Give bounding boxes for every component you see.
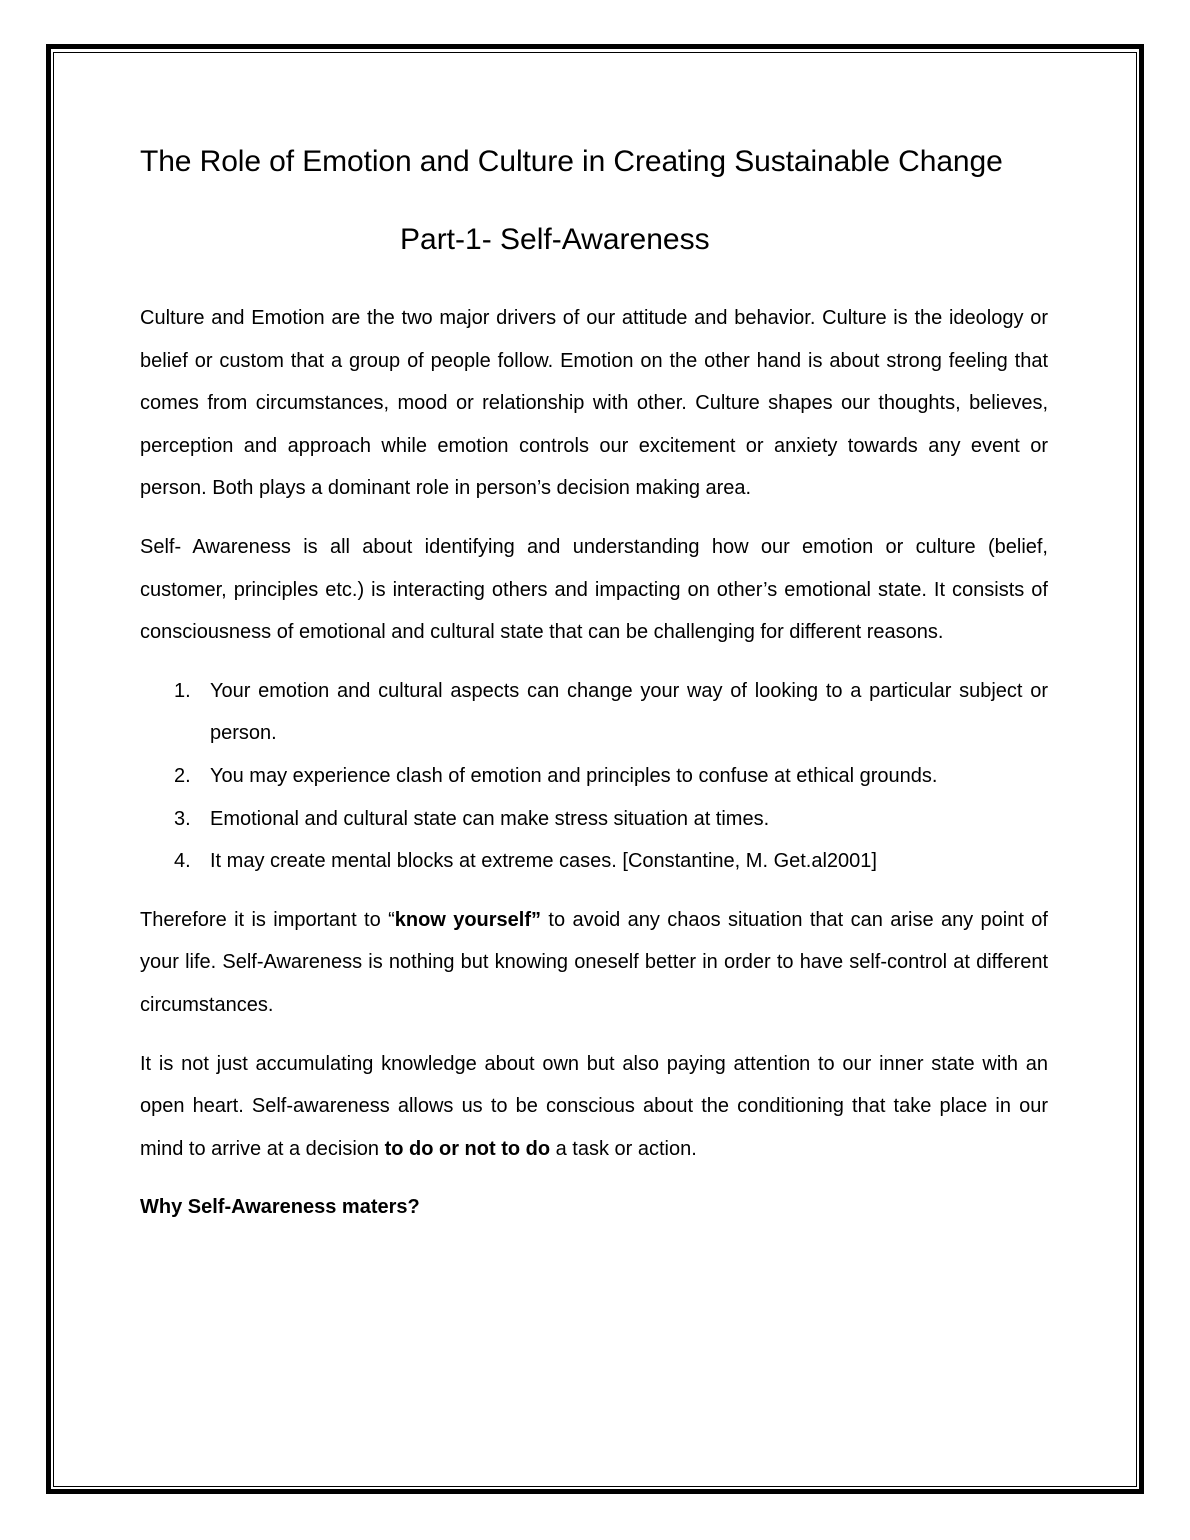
list-item-number: 1. xyxy=(174,679,191,702)
paragraph-inner-state xyxy=(140,1043,1048,1171)
list-item-text: It may create mental blocks at extreme cases. [Constantine, M. Get.al2001] xyxy=(210,850,877,873)
section-heading: Why Self-Awareness maters? xyxy=(140,1196,420,1219)
bold-text-know-yourself: know yourself” xyxy=(394,908,542,931)
paragraph-know-yourself xyxy=(140,899,1048,1027)
list-item-number: 2. xyxy=(174,764,191,787)
reasons-list xyxy=(140,670,1048,883)
list-item xyxy=(140,670,1048,755)
list-item-text: Your emotion and cultural aspects can change your way of looking to a particular subject or person. xyxy=(210,679,1048,745)
text-run: a task or action. xyxy=(550,1137,697,1160)
document-body xyxy=(140,138,1048,1229)
list-item-number: 4. xyxy=(174,850,191,873)
list-item-text: You may experience clash of emotion and principles to confuse at ethical grounds. xyxy=(210,764,938,787)
list-item-number: 3. xyxy=(174,807,191,830)
text-run: Therefore it is important to “ xyxy=(140,908,395,931)
list-item xyxy=(140,755,1048,798)
list-item xyxy=(140,840,1048,883)
text-run: to avoid any chaos situation that can arise any point of your life. Self-Awareness is nothing but knowing oneself better in order to have self-control at different circumstances. xyxy=(140,908,1048,1016)
document-subtitle: Part-1- Self-Awareness xyxy=(400,223,710,256)
bold-text-to-do: to do or not to do xyxy=(384,1137,551,1160)
text-run: It is not just accumulating knowledge about own but also paying attention to our inner state with an open heart. Self-awareness allows us to be conscious about the conditioning that take place in our mind to arrive at a decision xyxy=(140,1052,1048,1160)
paragraph-culture-emotion: Culture and Emotion are the two major drivers of our attitude and behavior. Culture is the ideology or belief or custom that a group of people follow. Emotion on the other hand is about strong feeling that comes from circumstances, mood or relationship with other. Culture shapes our thoughts, believes, perception and approach while emotion controls our excitement or anxiety towards any event or person. Both plays a dominant role in person’s decision making area. xyxy=(140,307,1048,500)
list-item-text: Emotional and cultural state can make stress situation at times. xyxy=(210,807,770,830)
document-title: The Role of Emotion and Culture in Creating Sustainable Change xyxy=(140,145,1003,178)
paragraph-self-awareness: Self- Awareness is all about identifying and understanding how our emotion or culture (belief, customer, principles etc.) is interacting others and impacting on other’s emotional state. It consists of consciousness of emotional and cultural state that can be challenging for different reasons. xyxy=(140,535,1048,644)
list-item xyxy=(140,798,1048,841)
